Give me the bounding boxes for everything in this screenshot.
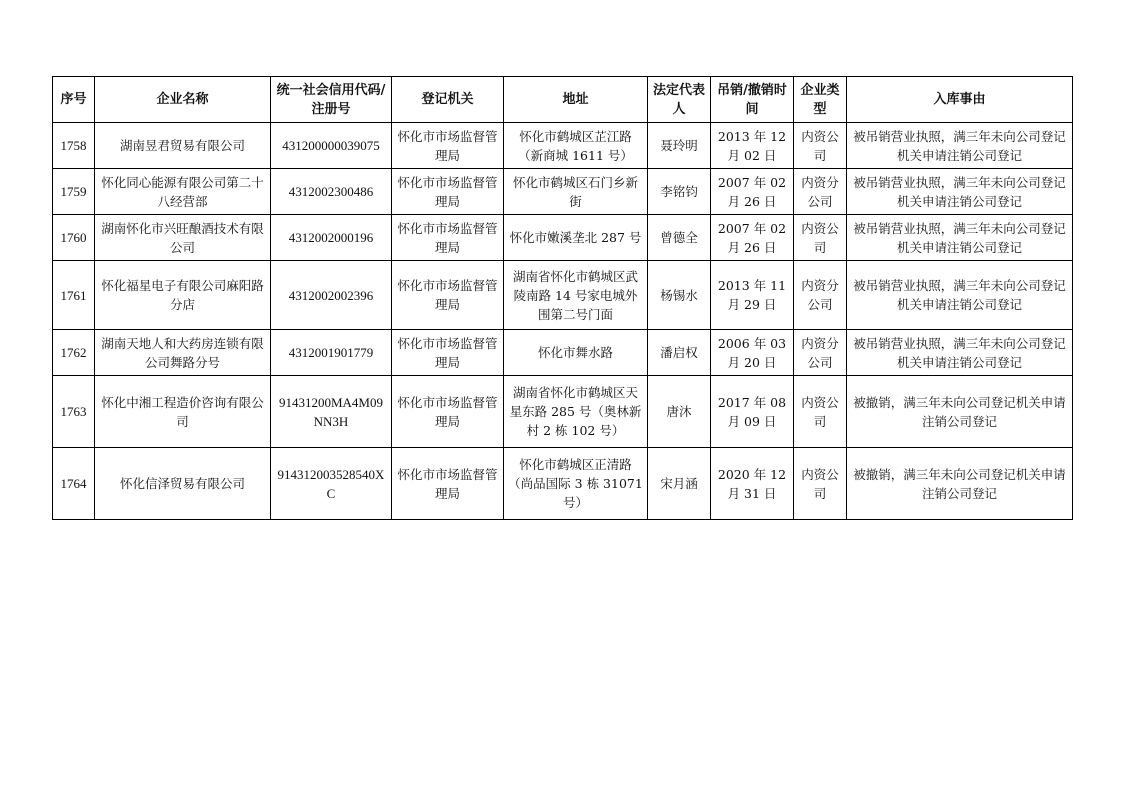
header-reason: 入库事由 <box>847 77 1073 123</box>
cell-rep: 宋月涵 <box>648 448 711 520</box>
cell-no: 1759 <box>53 169 95 215</box>
cell-rep: 潘启权 <box>648 330 711 376</box>
cell-code: 91431200MA4M09NN3H <box>271 376 392 448</box>
cell-code: 4312002000196 <box>271 215 392 261</box>
cell-date: 2006 年 03 月 20 日 <box>711 330 794 376</box>
cell-address: 怀化市舞水路 <box>504 330 648 376</box>
cell-type: 内资分公司 <box>794 169 847 215</box>
header-date: 吊销/撤销时间 <box>711 77 794 123</box>
cell-name: 湖南昱君贸易有限公司 <box>95 123 271 169</box>
cell-reason: 被吊销营业执照，满三年未向公司登记机关申请注销公司登记 <box>847 215 1073 261</box>
cell-rep: 聂玲明 <box>648 123 711 169</box>
table-header <box>53 77 1073 123</box>
cell-authority: 怀化市市场监督管理局 <box>392 261 504 330</box>
cell-reason: 被吊销营业执照，满三年未向公司登记机关申请注销公司登记 <box>847 169 1073 215</box>
cell-name: 怀化信泽贸易有限公司 <box>95 448 271 520</box>
header-address: 地址 <box>504 77 648 123</box>
cell-authority: 怀化市市场监督管理局 <box>392 330 504 376</box>
cell-type: 内资分公司 <box>794 330 847 376</box>
cell-date: 2013 年 11 月 29 日 <box>711 261 794 330</box>
cell-reason: 被吊销营业执照，满三年未向公司登记机关申请注销公司登记 <box>847 261 1073 330</box>
table-row <box>53 169 1073 215</box>
cell-authority: 怀化市市场监督管理局 <box>392 448 504 520</box>
cell-name: 怀化同心能源有限公司第二十八经营部 <box>95 169 271 215</box>
table-row <box>53 261 1073 330</box>
cell-type: 内资公司 <box>794 123 847 169</box>
header-name: 企业名称 <box>95 77 271 123</box>
header-type: 企业类型 <box>794 77 847 123</box>
cell-code: 4312001901779 <box>271 330 392 376</box>
cell-name: 怀化福星电子有限公司麻阳路分店 <box>95 261 271 330</box>
cell-type: 内资公司 <box>794 215 847 261</box>
cell-date: 2020 年 12 月 31 日 <box>711 448 794 520</box>
cell-no: 1764 <box>53 448 95 520</box>
cell-code: 4312002002396 <box>271 261 392 330</box>
header-rep: 法定代表人 <box>648 77 711 123</box>
cell-code: 914312003528540XC <box>271 448 392 520</box>
cell-rep: 唐沐 <box>648 376 711 448</box>
cell-authority: 怀化市市场监督管理局 <box>392 123 504 169</box>
cell-no: 1760 <box>53 215 95 261</box>
cell-no: 1763 <box>53 376 95 448</box>
header-row <box>53 77 1073 123</box>
cell-address: 湖南省怀化市鹤城区武陵南路 14 号家电城外围第二号门面 <box>504 261 648 330</box>
cell-reason: 被吊销营业执照，满三年未向公司登记机关申请注销公司登记 <box>847 330 1073 376</box>
cell-rep: 李铭钧 <box>648 169 711 215</box>
cell-reason: 被吊销营业执照，满三年未向公司登记机关申请注销公司登记 <box>847 123 1073 169</box>
table-row <box>53 330 1073 376</box>
cell-date: 2017 年 08 月 09 日 <box>711 376 794 448</box>
cell-type: 内资公司 <box>794 376 847 448</box>
cell-address: 湖南省怀化市鹤城区天星东路 285 号（奥林新村 2 栋 102 号） <box>504 376 648 448</box>
cell-authority: 怀化市市场监督管理局 <box>392 215 504 261</box>
header-code: 统一社会信用代码/注册号 <box>271 77 392 123</box>
cell-address: 怀化市鹤城区芷江路（新商城 1611 号） <box>504 123 648 169</box>
table-row <box>53 123 1073 169</box>
cell-address: 怀化市嫩溪垄北 287 号 <box>504 215 648 261</box>
cell-date: 2007 年 02 月 26 日 <box>711 169 794 215</box>
cell-type: 内资分公司 <box>794 261 847 330</box>
cell-reason: 被撤销，满三年未向公司登记机关申请注销公司登记 <box>847 376 1073 448</box>
cell-authority: 怀化市市场监督管理局 <box>392 376 504 448</box>
cell-no: 1758 <box>53 123 95 169</box>
table-row <box>53 448 1073 520</box>
header-no: 序号 <box>53 77 95 123</box>
cell-rep: 曾德全 <box>648 215 711 261</box>
cell-authority: 怀化市市场监督管理局 <box>392 169 504 215</box>
cell-rep: 杨锡水 <box>648 261 711 330</box>
cell-reason: 被撤销，满三年未向公司登记机关申请注销公司登记 <box>847 448 1073 520</box>
cell-code: 4312002300486 <box>271 169 392 215</box>
cell-address: 怀化市鹤城区石门乡新街 <box>504 169 648 215</box>
cell-name: 湖南天地人和大药房连锁有限公司舞路分号 <box>95 330 271 376</box>
header-authority: 登记机关 <box>392 77 504 123</box>
cell-name: 湖南怀化市兴旺酿酒技术有限公司 <box>95 215 271 261</box>
cell-address: 怀化市鹤城区正清路（尚品国际 3 栋 31071 号） <box>504 448 648 520</box>
cell-code: 431200000039075 <box>271 123 392 169</box>
cell-date: 2013 年 12 月 02 日 <box>711 123 794 169</box>
cell-no: 1762 <box>53 330 95 376</box>
table-row <box>53 215 1073 261</box>
cell-type: 内资公司 <box>794 448 847 520</box>
cell-date: 2007 年 02 月 26 日 <box>711 215 794 261</box>
cell-name: 怀化中湘工程造价咨询有限公司 <box>95 376 271 448</box>
cell-no: 1761 <box>53 261 95 330</box>
table-row <box>53 376 1073 448</box>
revoked-enterprise-table <box>52 76 1073 520</box>
table-body <box>53 123 1073 520</box>
